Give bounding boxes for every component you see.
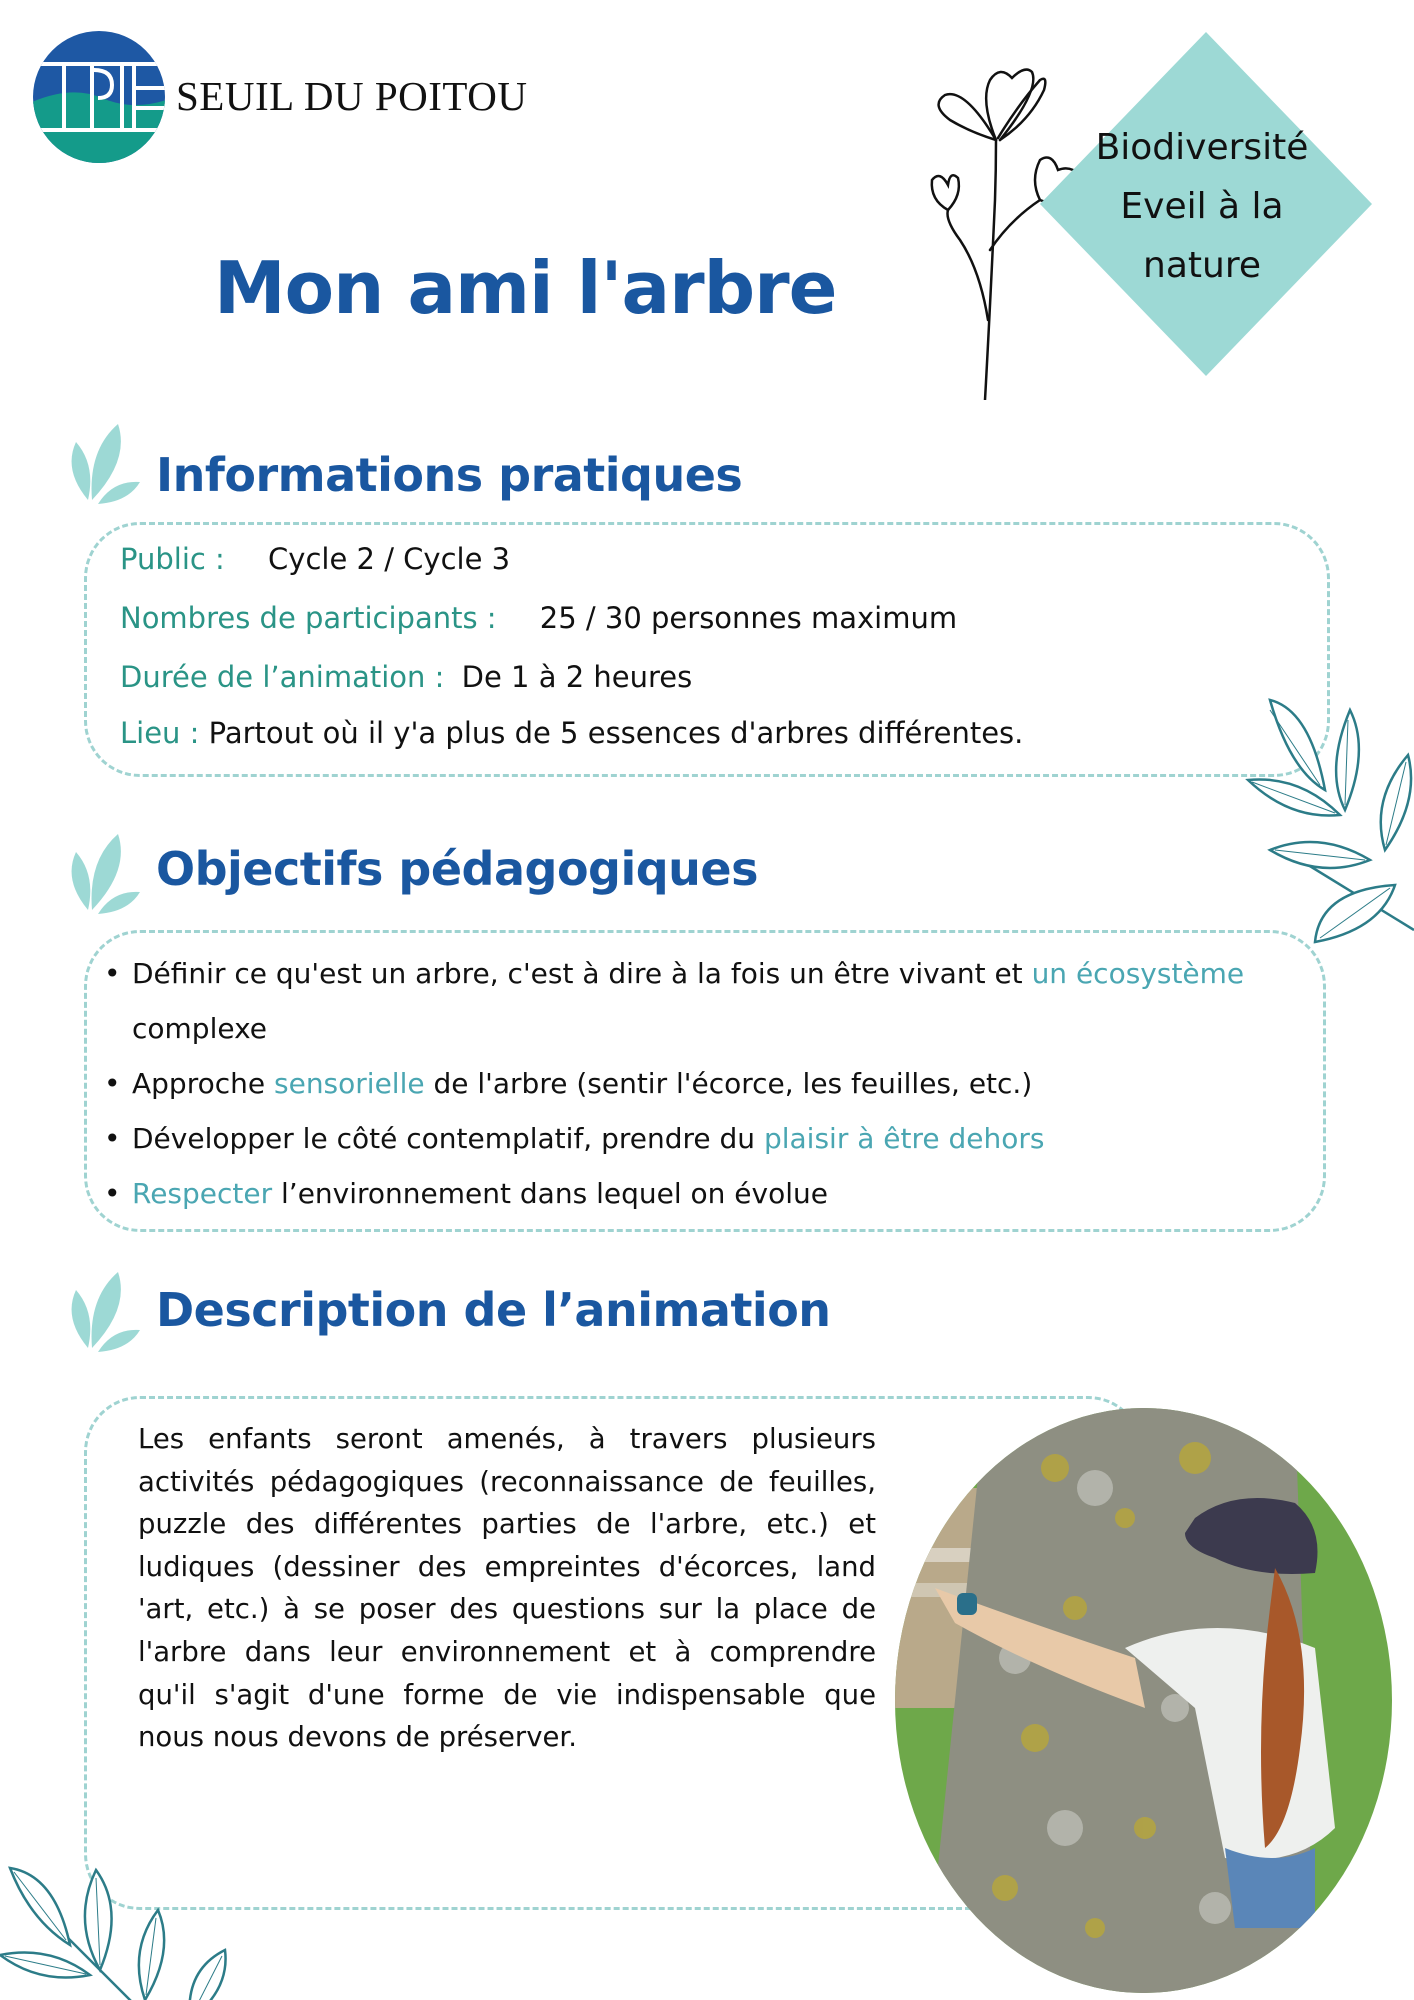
category-badge-text bbox=[1062, 118, 1342, 295]
objective-highlight: sensorielle bbox=[274, 1067, 425, 1100]
leaf-branch-icon bbox=[0, 1820, 240, 2000]
bullet-icon: • bbox=[104, 1177, 121, 1210]
objective-highlight: Respecter bbox=[132, 1177, 273, 1210]
info-value: Partout où il y'a plus de 5 essences d'arbres différentes. bbox=[208, 716, 1024, 750]
info-value: De 1 à 2 heures bbox=[461, 660, 693, 694]
section-heading-info: Informations pratiques bbox=[156, 448, 743, 502]
info-label: Lieu : bbox=[120, 716, 200, 750]
leaf-icon bbox=[68, 1268, 140, 1354]
bullet-icon: • bbox=[104, 1122, 121, 1155]
info-label: Nombres de participants : bbox=[120, 601, 497, 635]
description-text: Les enfants seront amenés, à travers plusieurs activités pédagogiques (reconnaissance de feuilles, puzzle des différentes parties de l'arbre, etc.) et ludiques (dessiner des empreintes d'écorces, land 'art, etc.) à se poser des questions sur la place de l'arbre dans leur environnement et à comprendre qu'il s'agit d'une forme de vie indispensable que nous nous devons de préserver. bbox=[138, 1423, 876, 1754]
section-heading-objectives: Objectifs pédagogiques bbox=[156, 842, 759, 896]
info-row-public bbox=[120, 542, 510, 576]
objective-text: Développer le côté contemplatif, prendre du bbox=[132, 1122, 764, 1155]
badge-line-3: nature bbox=[1143, 245, 1261, 286]
info-label: Durée de l’animation : bbox=[120, 660, 445, 694]
objective-text: de l'arbre (sentir l'écorce, les feuilles, etc.) bbox=[424, 1067, 1033, 1100]
leaf-branch-icon bbox=[1230, 680, 1414, 950]
leaf-icon bbox=[68, 830, 140, 916]
objectives-list bbox=[104, 946, 1284, 1221]
bullet-icon: • bbox=[104, 1067, 121, 1100]
objective-text: l’environnement dans lequel on évolue bbox=[272, 1177, 828, 1210]
info-row-location bbox=[120, 716, 1023, 750]
info-value: Cycle 2 / Cycle 3 bbox=[268, 542, 511, 576]
info-row-duration bbox=[120, 660, 692, 694]
leaf-icon bbox=[68, 420, 140, 506]
section-heading-description: Description de l’animation bbox=[156, 1283, 831, 1337]
info-row-participants bbox=[120, 601, 957, 635]
objective-text: Définir ce qu'est un arbre, c'est à dire à la fois un être vivant et bbox=[132, 957, 1032, 990]
badge-line-2: Eveil à la bbox=[1120, 186, 1284, 227]
objective-item bbox=[104, 1111, 1284, 1166]
objective-text: Approche bbox=[132, 1067, 274, 1100]
info-label: Public : bbox=[120, 542, 225, 576]
page-title: Mon ami l'arbre bbox=[214, 246, 837, 330]
organization-name: SEUIL DU POITOU bbox=[176, 73, 528, 119]
objective-item bbox=[104, 1056, 1284, 1111]
cpie-logo-icon bbox=[32, 30, 166, 164]
info-value: 25 / 30 personnes maximum bbox=[539, 601, 958, 635]
tree-hug-photo bbox=[895, 1408, 1392, 1993]
objective-highlight: un écosystème bbox=[1031, 957, 1245, 990]
objective-item bbox=[104, 946, 1284, 1056]
objective-text: complexe bbox=[132, 1012, 268, 1045]
objective-item bbox=[104, 1166, 1284, 1221]
bullet-icon: • bbox=[104, 957, 121, 990]
objective-highlight: plaisir à être dehors bbox=[763, 1122, 1045, 1155]
badge-line-1: Biodiversité bbox=[1095, 127, 1309, 168]
